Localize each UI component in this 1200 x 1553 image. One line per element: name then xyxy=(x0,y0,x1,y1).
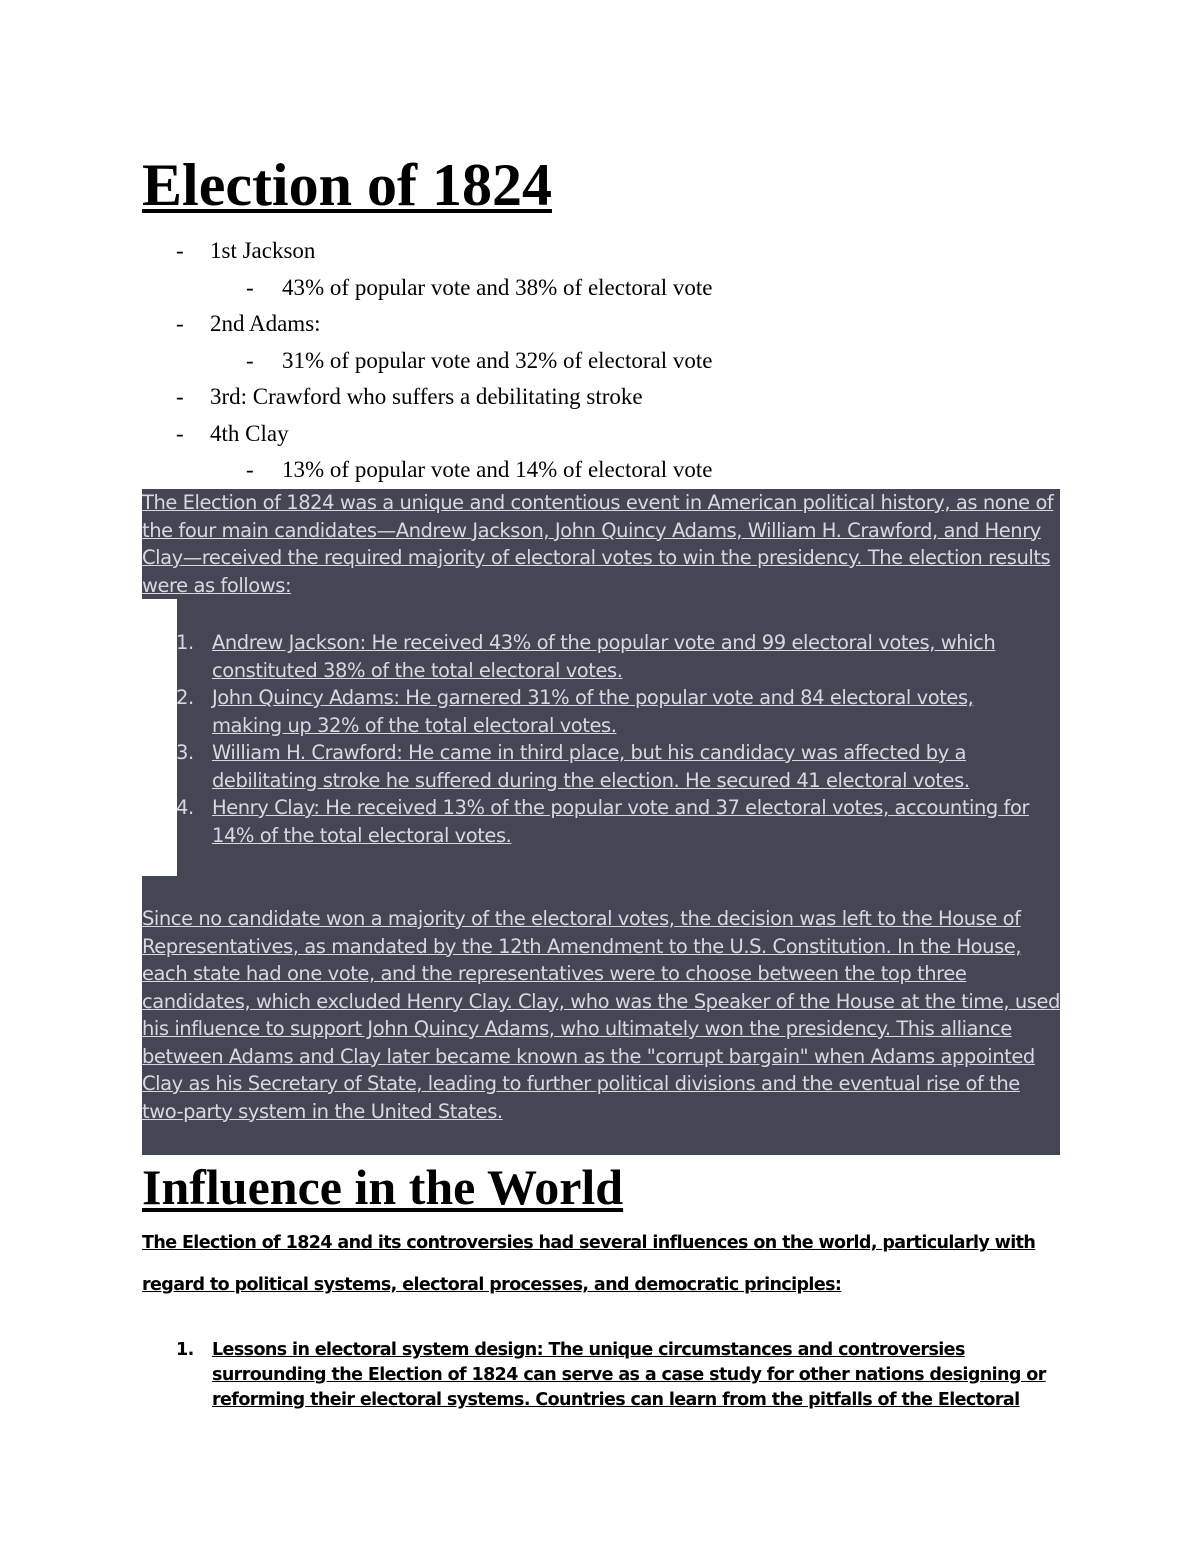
influence-text: Lessons in electoral system design: The unique circumstances and controversies surrounding the Election of 1824 can serve as a case study for other nations designing or reforming their electoral systems. Countries can learn from the pitfalls of the Electoral xyxy=(212,1340,1046,1410)
pasted-outro-paragraph: Since no candidate won a majority of the electoral votes, the decision was left to the House of Representatives, as mandated by the 12th Amendment to the U.S. Constitution. In the House, each state had one vote, and the representatives were to choose between the top three candidates, which excluded Henry Clay. Clay, who was the Speaker of the House at the time, used his influence to support John Quincy Adams, who ultimately won the presidency. This alliance between Adams and Clay later became known as the "corrupt bargain" when Adams appointed Clay as his Secretary of State, leading to further political divisions and the eventual rise of the two-party system in the United States. xyxy=(142,907,1060,1123)
section-heading: Influence in the World xyxy=(142,1159,624,1215)
bullet-dash: - xyxy=(246,347,254,373)
result-item xyxy=(142,739,1042,794)
bullet-item xyxy=(142,309,1060,346)
bullet-item xyxy=(142,419,1060,456)
bullet-dash: - xyxy=(176,311,184,336)
page-title: Election of 1824 xyxy=(142,152,552,218)
bullet-text: 4th Clay xyxy=(210,420,289,446)
item-number: 2. xyxy=(176,686,194,709)
bullet-dash: - xyxy=(246,274,254,300)
bullet-dash: - xyxy=(176,384,184,409)
bullet-dash: - xyxy=(176,238,184,263)
bullet-item xyxy=(142,382,1060,419)
result-text: Andrew Jackson: He received 43% of the popular vote and 99 electoral votes, which constituted 38% of the total electoral votes. xyxy=(212,631,996,682)
influence-item xyxy=(142,1338,1052,1413)
bullet-list xyxy=(142,236,1060,492)
bullet-text: 1st Jackson xyxy=(210,238,316,263)
sub-bullet-item xyxy=(142,455,1060,492)
result-text: John Quincy Adams: He garnered 31% of the popular vote and 84 electoral votes, making up 32% of the total electoral votes. xyxy=(212,686,974,737)
sub-bullet-item xyxy=(142,346,1060,383)
bullet-text: 13% of popular vote and 14% of electoral vote xyxy=(282,457,713,482)
influence-list xyxy=(142,1338,1060,1413)
pasted-intro-paragraph: The Election of 1824 was a unique and contentious event in American political history, as none of the four main candidates—Andrew Jackson, John Quincy Adams, William H. Crawford, and Henry Clay—received the required majority of electoral votes to win the presidency. The election results were as follows: xyxy=(142,491,1054,597)
item-number: 4. xyxy=(176,796,194,819)
result-item xyxy=(142,794,1042,849)
bullet-dash: - xyxy=(246,457,254,482)
item-number: 1. xyxy=(176,631,194,654)
result-text: Henry Clay: He received 13% of the popular vote and 37 electoral votes, accounting for 14% of the total electoral votes. xyxy=(212,796,1030,847)
bullet-dash: - xyxy=(176,420,184,446)
bullet-text: 3rd: Crawford who suffers a debilitating stroke xyxy=(210,384,643,409)
item-number: 1. xyxy=(176,1340,194,1360)
item-number: 3. xyxy=(176,741,194,764)
result-item xyxy=(142,629,1042,684)
result-item xyxy=(142,684,1042,739)
result-text: William H. Crawford: He came in third place, but his candidacy was affected by a debilitating stroke he suffered during the election. He secured 41 electoral votes. xyxy=(212,741,970,792)
bullet-item xyxy=(142,236,1060,273)
pasted-highlight-block xyxy=(142,489,1060,1155)
results-list xyxy=(142,629,1060,849)
bullet-text: 2nd Adams: xyxy=(210,311,321,336)
sub-bullet-item xyxy=(142,273,1060,310)
bullet-text: 43% of popular vote and 38% of electoral vote xyxy=(282,274,713,300)
world-intro-paragraph: The Election of 1824 and its controversies had several influences on the world, particularly with regard to political systems, electoral processes, and democratic principles: xyxy=(142,1233,1036,1295)
bullet-text: 31% of popular vote and 32% of electoral vote xyxy=(282,347,713,373)
